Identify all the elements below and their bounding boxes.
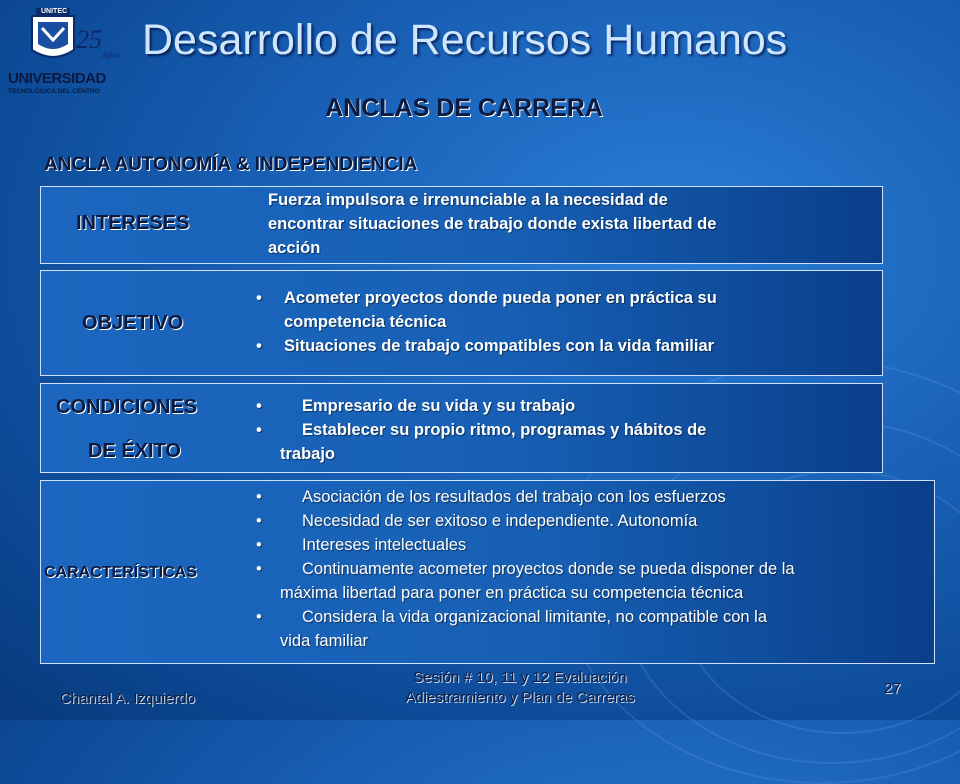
intereses-line: acción	[268, 239, 321, 257]
condiciones-label-line1: CONDICIONES	[56, 396, 198, 418]
caracteristicas-bullet: • Continuamente acometer proyectos donde se pueda disponer de la	[256, 557, 946, 581]
condiciones-label-line2: DE ÉXITO	[88, 440, 181, 462]
footer-author: Chantal A. Izquierdo	[60, 690, 196, 707]
objetivo-bullet: • Acometer proyectos donde pueda poner en práctica su	[256, 286, 876, 310]
footer-session-line1: Sesión # 10, 11 y 12 Evaluación	[413, 669, 627, 686]
logo-name: UNITEC	[41, 8, 68, 15]
intereses-line: Fuerza impulsora e irrenunciable a la necesidad de	[268, 191, 668, 209]
caracteristicas-bullet: • Intereses intelectuales	[256, 533, 946, 557]
svg-text:25: 25	[76, 25, 102, 54]
caracteristicas-bullet-cont: máxima libertad para poner en práctica su competencia técnica	[280, 584, 744, 602]
section-subtitle: ANCLAS DE CARRERA	[325, 94, 603, 122]
page-number: 27	[884, 680, 901, 697]
intereses-line: encontrar situaciones de trabajo donde exista libertad de	[268, 215, 717, 233]
objetivo-bullet: • Situaciones de trabajo compatibles con la vida familiar	[256, 334, 876, 358]
condiciones-bullet: • Establecer su propio ritmo, programas y hábitos de	[256, 418, 876, 442]
objetivo-text	[256, 286, 876, 358]
footer-session	[370, 668, 670, 708]
condiciones-text	[256, 394, 876, 466]
page-title: Desarrollo de Recursos Humanos	[142, 16, 788, 64]
caracteristicas-bullet-cont: vida familiar	[280, 632, 369, 650]
university-logo	[8, 6, 128, 96]
caracteristicas-label: CARACTERÍSTICAS	[44, 564, 197, 581]
intereses-label: INTERESES	[76, 212, 190, 234]
condiciones-bullet-cont: trabajo	[280, 445, 336, 463]
objetivo-bullet-cont: competencia técnica	[284, 313, 447, 331]
intereses-text	[268, 188, 868, 260]
condiciones-bullet: • Empresario de su vida y su trabajo	[256, 394, 876, 418]
anchor-title: ANCLA AUTONOMÍA & INDEPENDIENCIA	[44, 154, 418, 175]
objetivo-label: OBJETIVO	[82, 312, 184, 334]
logo-subtitle: TECNOLÓGICA DEL CENTRO	[8, 88, 100, 95]
svg-text:Años: Años	[102, 50, 120, 60]
logo-university: UNIVERSIDAD	[8, 70, 106, 87]
caracteristicas-bullet: • Asociación de los resultados del trabajo con los esfuerzos	[256, 485, 946, 509]
footer-session-line2: Adiestramiento y Plan de Carreras	[405, 689, 635, 706]
caracteristicas-bullet: • Necesidad de ser exitoso e independiente. Autonomía	[256, 509, 946, 533]
caracteristicas-bullet: • Considera la vida organizacional limitante, no compatible con la	[256, 605, 946, 629]
caracteristicas-text	[256, 485, 946, 653]
